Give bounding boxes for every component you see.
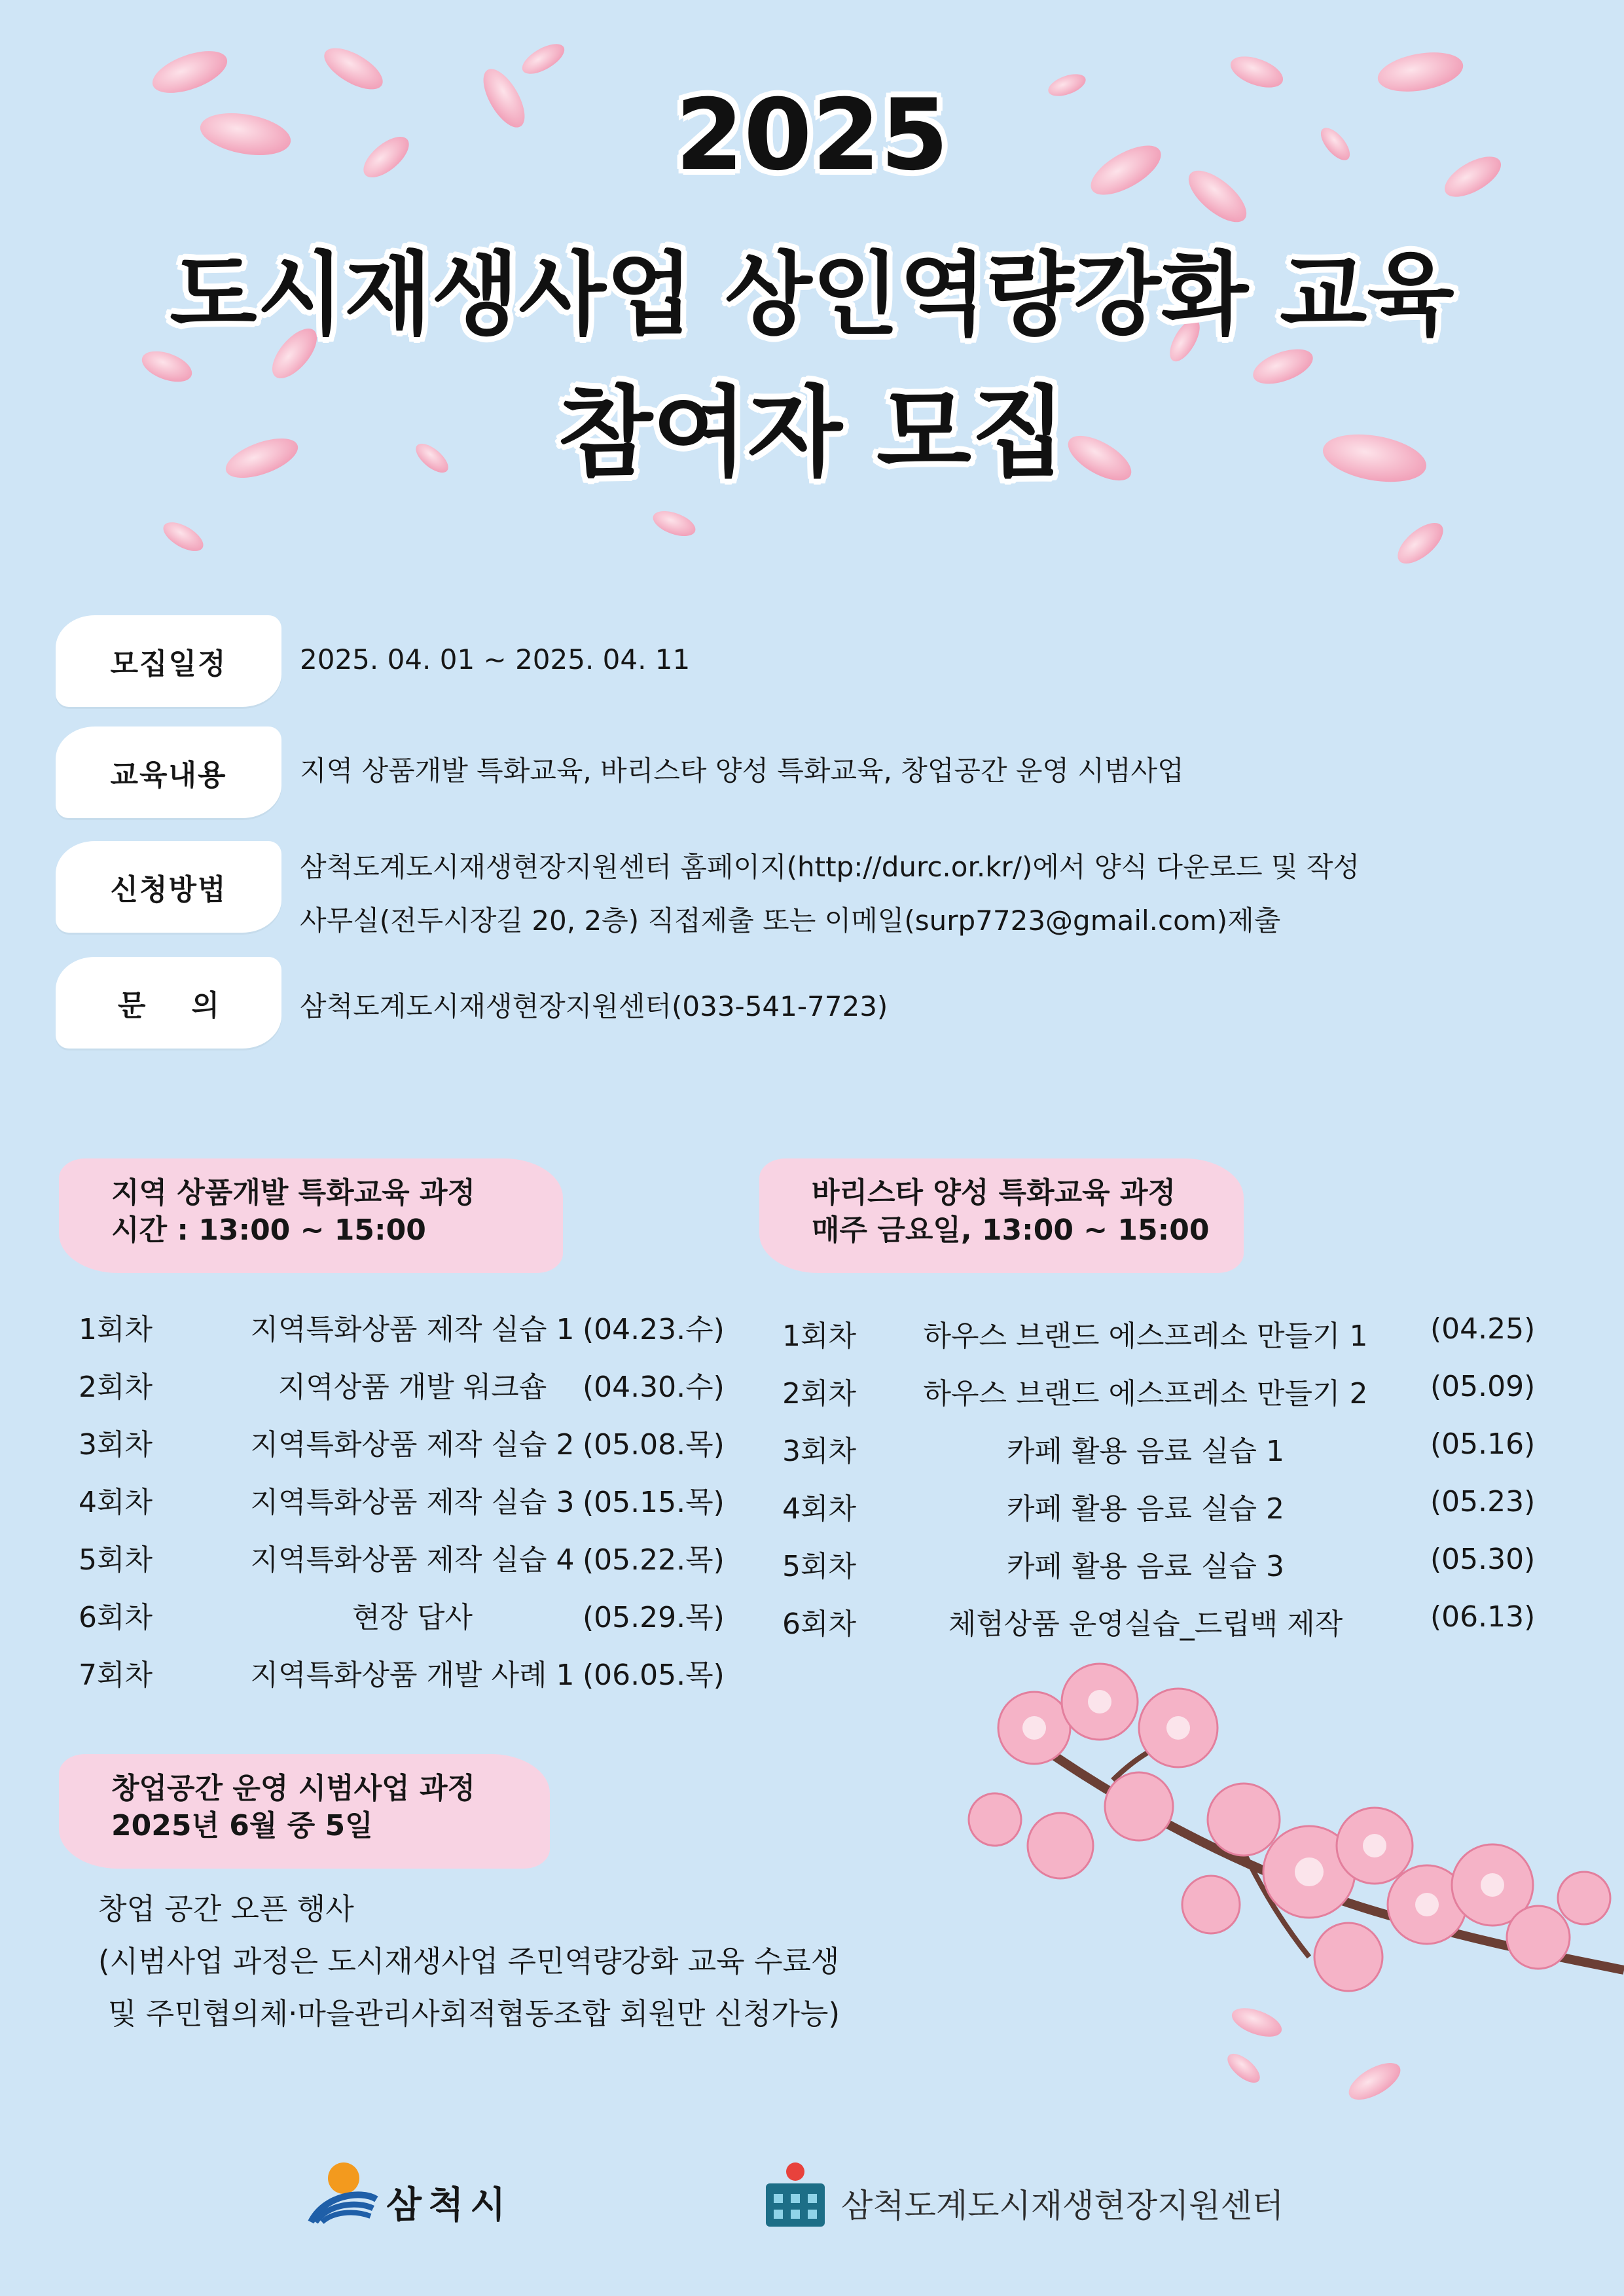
course-startup-time: 2025년 6월 중 5일 [111, 1809, 373, 1843]
session-row [782, 1600, 1568, 1640]
course-barista-time: 매주 금요일, 13:00 ~ 15:00 [812, 1213, 1210, 1247]
session-date: (06.05.목) [583, 1659, 725, 1692]
session-name: 카페 활용 음료 실습 1 [1007, 1435, 1284, 1468]
session-row [79, 1421, 746, 1460]
session-date: (04.23.수) [583, 1313, 725, 1346]
startup-line1: 창업 공간 오픈 행사 [98, 1892, 354, 1926]
session-row [782, 1312, 1568, 1352]
schedule-value: 2025. 04. 01 ~ 2025. 04. 11 [300, 643, 691, 675]
session-number: 6회차 [79, 1601, 153, 1634]
session-row [79, 1536, 746, 1575]
course-local-time: 시간 : 13:00 ~ 15:00 [111, 1213, 426, 1247]
tag-schedule: 모집일정 [56, 615, 281, 707]
session-date: (05.09) [1430, 1370, 1536, 1403]
session-name: 지역특화상품 개발 사례 1 [250, 1659, 575, 1692]
session-date: (05.16) [1430, 1427, 1536, 1461]
startup-line3: 및 주민협의체·마을관리사회적협동조합 회원만 신청가능) [108, 1996, 840, 2031]
blossom-flowers [969, 1664, 1610, 1991]
session-date: (04.25) [1430, 1312, 1536, 1346]
content-value: 지역 상품개발 특화교육, 바리스타 양성 특화교육, 창업공간 운영 시범사업 [300, 755, 1184, 787]
session-row [782, 1543, 1568, 1582]
session-name: 카페 활용 음료 실습 2 [1007, 1492, 1284, 1526]
title-main: 도시재생사업 상인역량강화 교육 [170, 242, 1454, 348]
session-date: (04.30.수) [583, 1371, 725, 1404]
session-name: 카페 활용 음료 실습 3 [1007, 1550, 1284, 1583]
session-row [79, 1306, 746, 1345]
course-startup-title: 창업공간 운영 시범사업 과정 [111, 1772, 476, 1805]
session-number: 4회차 [79, 1486, 153, 1519]
contact-value: 삼척도계도시재생현장지원센터(033-541-7723) [300, 990, 888, 1022]
course-startup-banner [59, 1754, 550, 1869]
session-date: (05.30) [1430, 1543, 1536, 1576]
course-local-banner [59, 1158, 563, 1273]
session-number: 1회차 [782, 1319, 857, 1353]
session-row [782, 1427, 1568, 1467]
session-row [782, 1485, 1568, 1524]
session-name: 체험상품 운영실습_드립백 제작 [948, 1607, 1343, 1641]
samcheok-logo-text: 삼척시 [386, 2184, 513, 2227]
session-date: (05.08.목) [583, 1428, 725, 1462]
session-row [79, 1363, 746, 1403]
session-name: 지역상품 개발 워크숍 [278, 1371, 547, 1404]
center-logo-icon [759, 2160, 831, 2232]
falling-petals [1223, 2002, 1406, 2107]
session-number: 1회차 [79, 1313, 153, 1346]
session-number: 2회차 [79, 1371, 153, 1404]
session-number: 5회차 [79, 1543, 153, 1577]
course-local-title: 지역 상품개발 특화교육 과정 [111, 1176, 476, 1210]
course-barista-banner [759, 1158, 1244, 1273]
session-number: 3회차 [782, 1435, 857, 1468]
session-number: 3회차 [79, 1428, 153, 1462]
course-barista-title: 바리스타 양성 특화교육 과정 [812, 1176, 1176, 1210]
center-logo-text: 삼척도계도시재생현장지원센터 [841, 2187, 1284, 2225]
session-name: 지역특화상품 제작 실습 4 [250, 1543, 575, 1577]
session-number: 2회차 [782, 1377, 857, 1410]
tag-method: 신청방법 [56, 841, 281, 933]
session-name: 하우스 브랜드 에스프레소 만들기 1 [923, 1319, 1368, 1353]
session-name: 지역특화상품 제작 실습 2 [250, 1428, 575, 1462]
title-year: 2025 [675, 79, 949, 192]
session-name: 하우스 브랜드 에스프레소 만들기 2 [923, 1377, 1368, 1410]
session-date: (06.13) [1430, 1600, 1536, 1634]
tag-contact: 문의 [56, 957, 281, 1049]
session-name: 지역특화상품 제작 실습 1 [250, 1313, 575, 1346]
session-row [782, 1370, 1568, 1409]
session-name: 지역특화상품 제작 실습 3 [250, 1486, 575, 1519]
session-date: (05.15.목) [583, 1486, 725, 1519]
session-number: 5회차 [782, 1550, 857, 1583]
session-row [79, 1651, 746, 1691]
session-number: 6회차 [782, 1607, 857, 1641]
samcheok-logo-icon [308, 2160, 380, 2225]
startup-line2: (시범사업 과정은 도시재생사업 주민역량강화 교육 수료생 [98, 1944, 840, 1979]
session-row [79, 1479, 746, 1518]
session-date: (05.23) [1430, 1485, 1536, 1518]
session-number: 4회차 [782, 1492, 857, 1526]
session-date: (05.22.목) [583, 1543, 725, 1577]
session-name: 현장 답사 [352, 1601, 473, 1634]
method-line1: 삼척도계도시재생현장지원센터 홈페이지(http://durc.or.kr/)에서 양식 다운로드 및 작성 [300, 851, 1360, 883]
session-row [79, 1594, 746, 1633]
title-sub: 참여자 모집 [558, 376, 1066, 490]
method-line2: 사무실(전두시장길 20, 2층) 직접제출 또는 이메일(surp7723@gmail.com)제출 [300, 905, 1281, 937]
session-number: 7회차 [79, 1659, 153, 1692]
tag-content: 교육내용 [56, 726, 281, 818]
session-date: (05.29.목) [583, 1601, 725, 1634]
